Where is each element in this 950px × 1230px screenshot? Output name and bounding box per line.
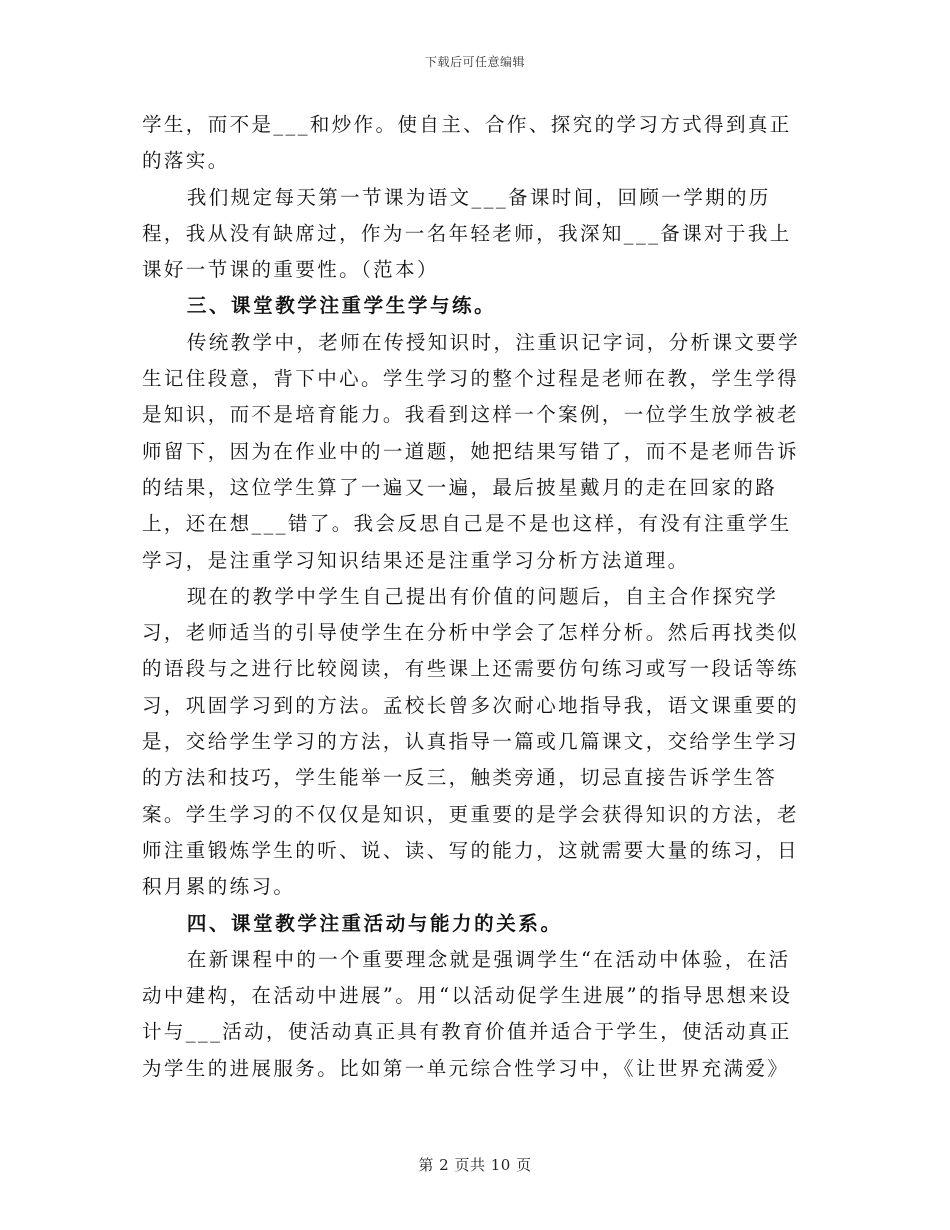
document-body bbox=[142, 107, 810, 1087]
body-paragraph: 我们规定每天第一节课为语文___备课时间，回顾一学期的历程，我从没有缺席过，作为一名年轻老师，我深知___备课对于我上课好一节课的重要性。（范本） bbox=[142, 185, 792, 282]
section-heading-4: 四、课堂教学注重活动与能力的关系。 bbox=[186, 911, 563, 935]
continuation-paragraph: 学生，而不是___和炒作。使自主、合作、探究的学习方式得到真正的落实。 bbox=[142, 113, 792, 173]
section-heading-3: 三、课堂教学注重学生学与练。 bbox=[186, 294, 497, 318]
body-paragraph: 传统教学中，老师在传授知识时，注重识记字词，分析课文要学生记住段意，背下中心。学生学习的整个过程是老师在教，学生学得是知识，而不是培育能力。我看到这样一个案例，一位学生放学被老师留下，因为在作业中的一道题，她把结果写错了，而不是老师告诉的结果，这位学生算了一遍又一遍，最后披星戴月的走在回家的路上，还在想___错了。我会反思自己是不是也这样，有没有注重学生学习，是注重学习知识结果还是注重学习分析方法道理。 bbox=[142, 330, 801, 572]
body-paragraph: 在新课程中的一个重要理念就是强调学生“在活动中体验，在活动中建构，在活动中进展”。用“以活动促学生进展”的指导思想来设计与___活动，使活动真正具有教育价值并适合于学生，使活动真正为学生的进展服务。比如第一单元综合性学习中，《让世界充满爱》 bbox=[142, 947, 793, 1080]
page-number-footer: 第 2 页共 10 页 bbox=[418, 1156, 532, 1174]
body-paragraph: 现在的教学中学生自己提出有价值的问题后，自主合作探究学习，老师适当的引导使学生在分析中学会了怎样分析。然后再找类似的语段与之进行比较阅读，有些课上还需要仿句练习或写一段话等练习，巩固学习到的方法。孟校长曾多次耐心地指导我，语文课重要的是，交给学生学习的方法，认真指导一篇或几篇课文，交给学生学习的方法和技巧，学生能举一反三，触类旁通，切忌直接告诉学生答案。学生学习的不仅仅是知识，更重要的是学会获得知识的方法，老师注重锻炼学生的听、说、读、写的能力，这就需要大量的练习，日积月累的练习。 bbox=[142, 584, 800, 899]
page-header-note: 下载后可任意编辑 bbox=[424, 55, 525, 69]
